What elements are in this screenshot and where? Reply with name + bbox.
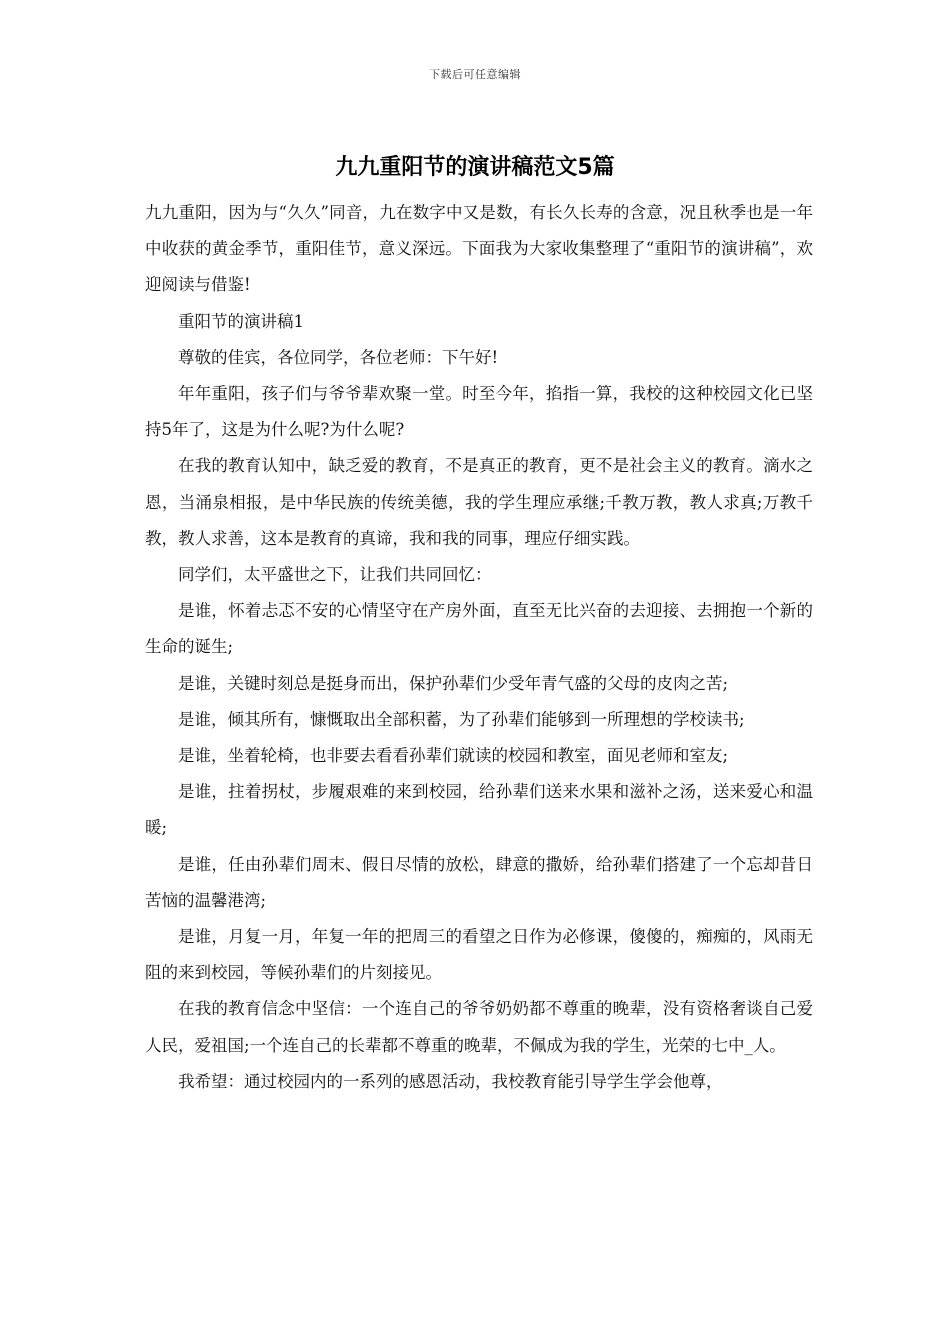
body-paragraph: 在我的教育认知中，缺乏爱的教育，不是真正的教育，更不是社会主义的教育。滴水之恩，当涌泉相报，是中华民族的传统美德，我的学生理应承继;千教万教，教人求真;万教千教，教人求善，这本是教育的真谛，我和我的同事，理应仔细实践。: [145, 456, 813, 548]
document-title: 九九重阳节的演讲稿范文5篇: [335, 155, 615, 180]
body-paragraph: 年年重阳，孩子们与爷爷辈欢聚一堂。时至今年，掐指一算，我校的这种校园文化已坚持5年了，这是为什么呢?为什么呢?: [145, 384, 813, 440]
salutation-paragraph: 尊敬的佳宾，各位同学，各位老师：下午好!: [178, 347, 499, 367]
body-paragraph: 是谁，坐着轮椅，也非要去看看孙辈们就读的校园和教室，面见老师和室友;: [178, 746, 729, 766]
body-paragraph: 我希望：通过校园内的一系列的感恩活动，我校教育能引导学生学会他尊，: [178, 1071, 723, 1091]
body-paragraph: 是谁，倾其所有，慷慨取出全部积蓄，为了孙辈们能够到一所理想的学校读书;: [178, 709, 745, 729]
body-paragraph: 在我的教育信念中坚信：一个连自己的爷爷奶奶都不尊重的晚辈，没有资格奢谈自己爱人民，爱祖国;一个连自己的长辈都不尊重的晚辈，不佩成为我的学生，光荣的七中_人。: [145, 999, 813, 1055]
header-note: 下载后可任意编辑: [429, 68, 521, 81]
section-heading: 重阳节的演讲稿1: [178, 311, 304, 331]
body-paragraph: 是谁，任由孙辈们周末、假日尽情的放松，肆意的撒娇，给孙辈们搭建了一个忘却昔日苦恼的温馨港湾;: [145, 854, 813, 910]
body-paragraph: 是谁，关键时刻总是挺身而出，保护孙辈们少受年青气盛的父母的皮肉之苦;: [178, 673, 729, 693]
body-paragraph: 同学们，太平盛世之下，让我们共同回忆：: [178, 565, 492, 585]
intro-paragraph: 九九重阳，因为与“久久”同音，九在数字中又是数，有长久长寿的含意，况且秋季也是一年中收获的黄金季节，重阳佳节，意义深远。下面我为大家收集整理了“重阳节的演讲稿”，欢迎阅读与借鉴!: [145, 203, 813, 295]
document-body: [145, 195, 813, 1100]
body-paragraph: 是谁，月复一月，年复一年的把周三的看望之日作为必修课，傻傻的，痴痴的，风雨无阻的来到校园，等候孙辈们的片刻接见。: [145, 927, 813, 983]
body-paragraph: 是谁，拄着拐杖，步履艰难的来到校园，给孙辈们送来水果和滋补之汤，送来爱心和温暖;: [145, 782, 813, 838]
body-paragraph: 是谁，怀着忐忑不安的心情坚守在产房外面，直至无比兴奋的去迎接、去拥抱一个新的生命的诞生;: [145, 601, 813, 657]
